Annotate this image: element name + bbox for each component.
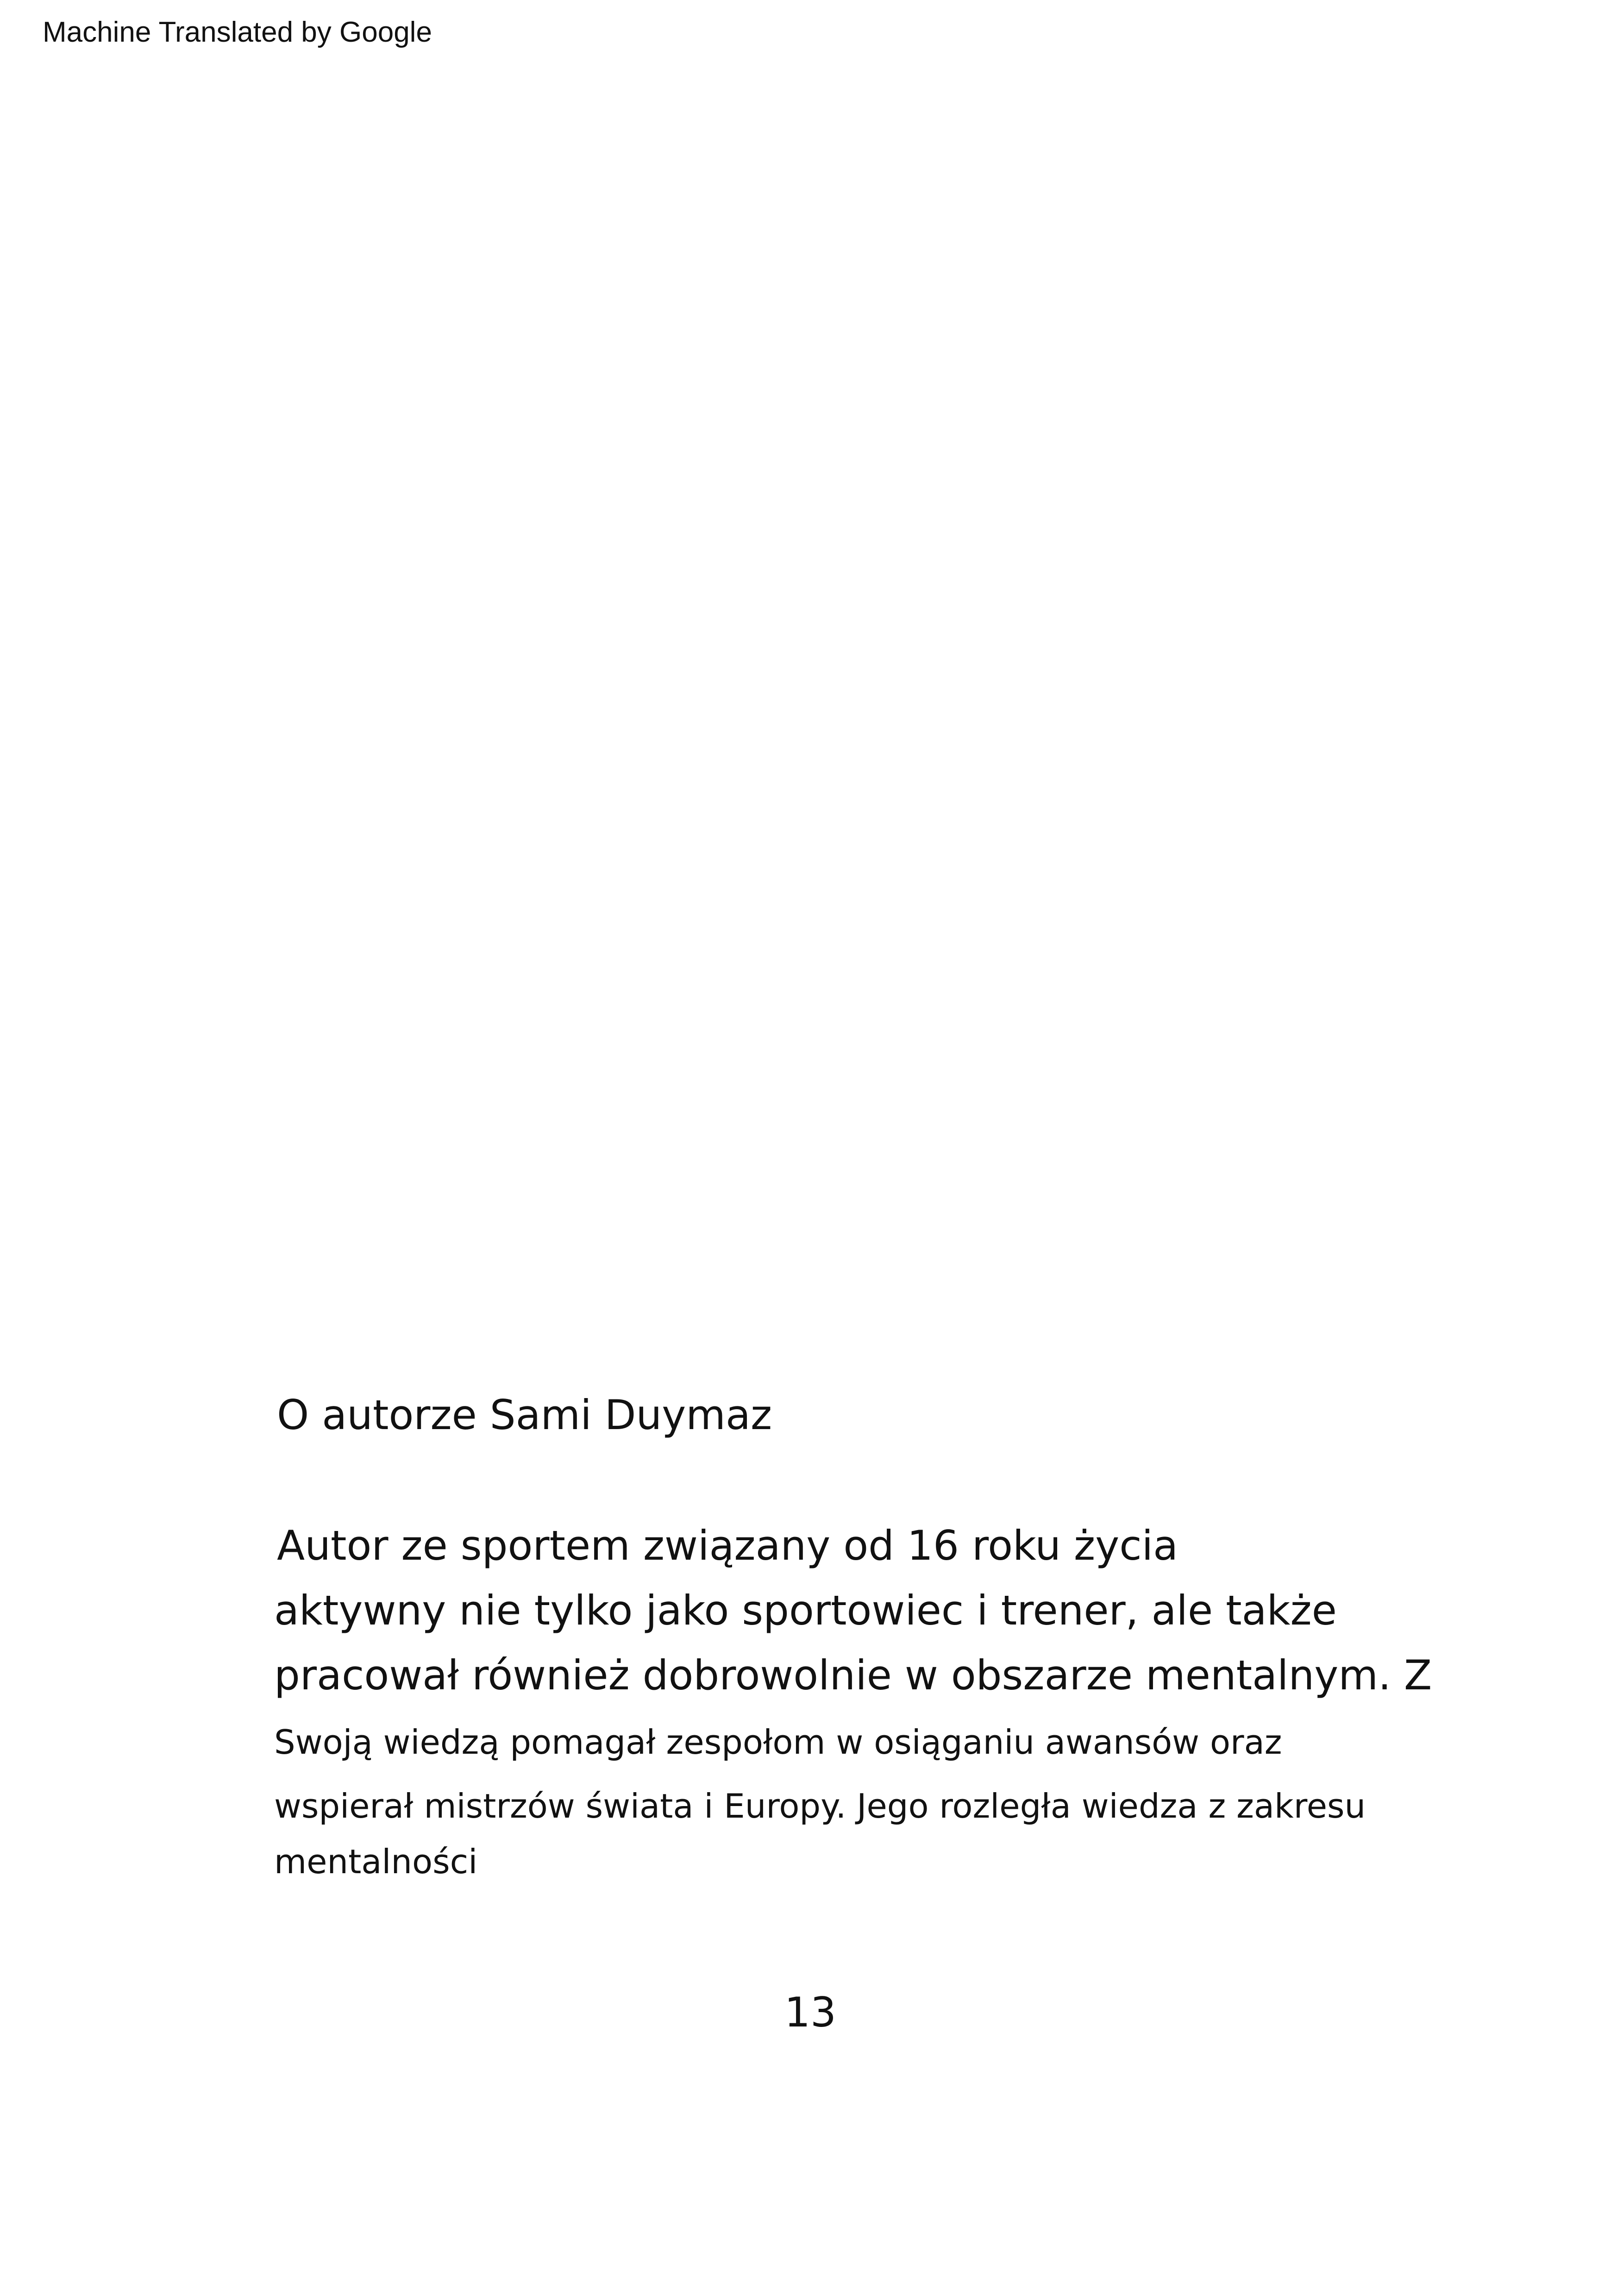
body-line-3: pracował również dobrowolnie w obszarze mentalnym. Z — [274, 1651, 1432, 1699]
page-number: 13 — [784, 1989, 836, 2036]
body-line-1: Autor ze sportem związany od 16 roku życia — [277, 1522, 1178, 1569]
body-line-6: mentalności — [274, 1842, 478, 1881]
body-line-2: aktywny nie tylko jako sportowiec i trener, ale także — [274, 1587, 1337, 1634]
section-heading: O autorze Sami Duymaz — [277, 1391, 772, 1439]
machine-translation-notice: Machine Translated by Google — [43, 16, 432, 48]
body-line-4: Swoją wiedzą pomagał zespołom w osiąganiu awansów oraz — [274, 1723, 1282, 1762]
body-line-5: wspierał mistrzów świata i Europy. Jego rozległa wiedza z zakresu — [274, 1787, 1366, 1826]
